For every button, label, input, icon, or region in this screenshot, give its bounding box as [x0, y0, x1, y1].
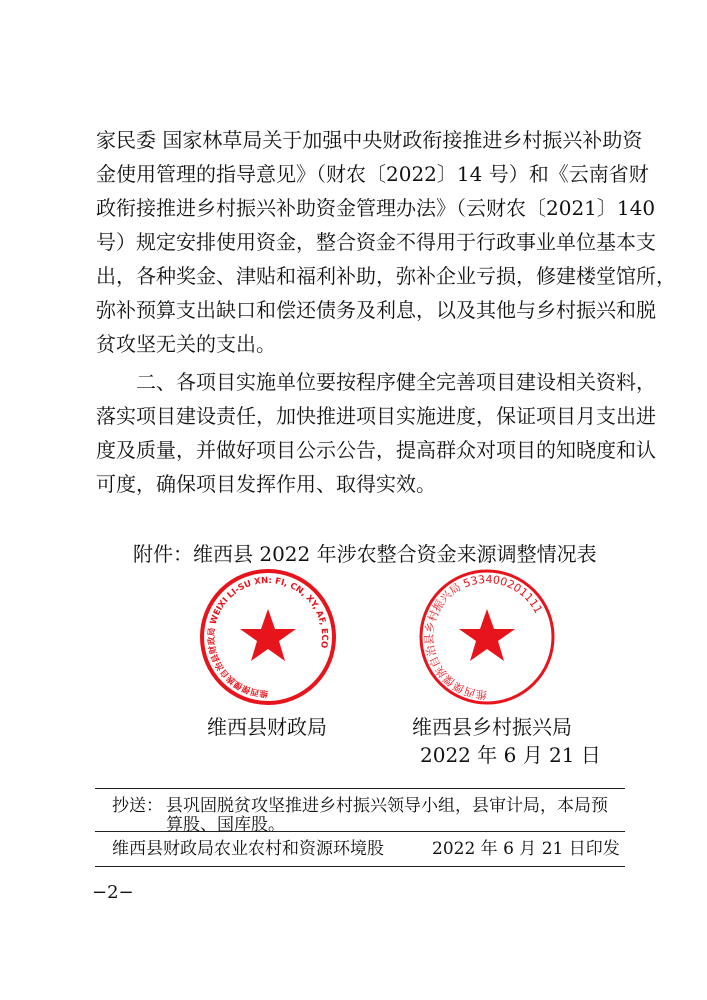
paragraph-line: 弥补预算支出缺口和偿还债务及利息，以及其他与乡村振兴和脱: [96, 298, 656, 322]
left-seal-lettering: 维西傈僳族自治县财政局 WEIXI LI-SU XN: FI, CN, XY, AF, ECO: [206, 575, 330, 699]
signature-rural-bureau: 维西县乡村振兴局: [412, 715, 572, 739]
rural-revitalization-seal: [412, 567, 562, 707]
paragraph-line: 政衔接推进乡村振兴补助资金管理办法》（云财农〔2021〕140: [96, 196, 656, 220]
paragraph-line: 家民委 国家林草局关于加强中央财政衔接推进乡村振兴补助资: [96, 128, 643, 152]
divider: [95, 866, 625, 867]
page-number: −2−: [92, 882, 134, 903]
divider: [95, 788, 625, 789]
paragraph-line: 落实项目建设责任，加快推进项目实施进度，保证项目月支出进: [96, 404, 656, 428]
star-icon: [240, 609, 296, 661]
paragraph-line: 贫攻坚无关的支出。: [96, 332, 276, 356]
cc-recipients-line2: 算股、国库股。: [166, 815, 285, 835]
cc-label: 抄送：: [112, 796, 163, 816]
paragraph-line: 度及质量，并做好项目公示公告，提高群众对项目的知晓度和认: [96, 438, 656, 462]
right-seal-lettering: 维西傈僳族自治县乡村振兴局 533400201111: [422, 572, 545, 702]
signature-finance-bureau: 维西县财政局: [207, 715, 327, 739]
issuer: 维西县财政局农业农村和资源环境股: [112, 839, 384, 859]
divider: [95, 831, 625, 832]
issue-date: 2022 年 6 月 21 日印发: [432, 839, 620, 859]
star-icon: [459, 609, 515, 661]
paragraph-line: 二、各项目实施单位要按程序健全完善项目建设相关资料，: [96, 370, 656, 394]
paragraph-line: 可度，确保项目发挥作用、取得实效。: [96, 472, 436, 496]
finance-bureau-seal: [198, 567, 338, 707]
cc-recipients-line1: 县巩固脱贫攻坚推进乡村振兴领导小组，县审计局，本局预: [166, 796, 608, 816]
paragraph-line: 金使用管理的指导意见》（财农〔2022〕14 号）和《云南省财: [96, 162, 649, 186]
attachment-line: 附件：维西县 2022 年涉农整合资金来源调整情况表: [133, 542, 597, 566]
signature-date: 2022 年 6 月 21 日: [420, 743, 601, 767]
paragraph-line: 出，各种奖金、津贴和福利补助，弥补企业亏损，修建楼堂馆所，: [96, 264, 676, 288]
paragraph-line: 号）规定安排使用资金，整合资金不得用于行政事业单位基本支: [96, 230, 656, 254]
